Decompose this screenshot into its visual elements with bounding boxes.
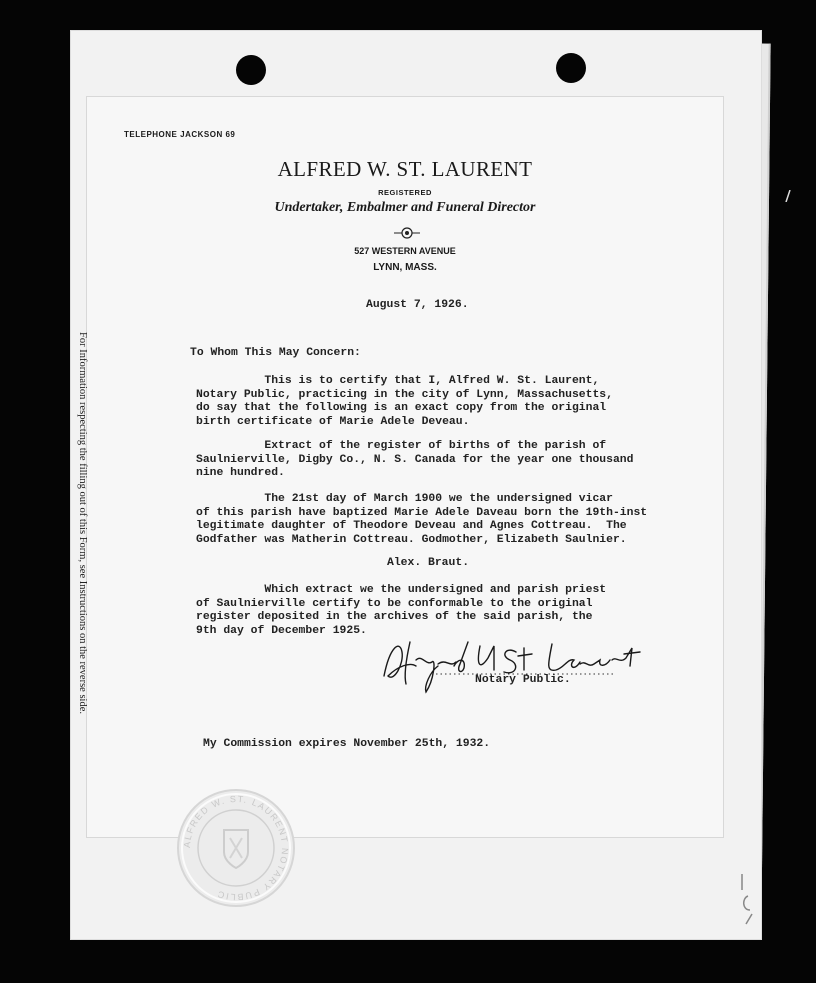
punch-hole-left [236,55,266,85]
commission-expiry: My Commission expires November 25th, 1932. [203,738,491,750]
ornament-icon [394,227,420,239]
margin-note-text: For Information respecting the filling out of this Form, see Instructions on the reverse side. [77,332,88,715]
signature-label: Alfred W. St. Laurent [376,636,389,637]
vicar-name: Alex. Braut. [387,557,470,569]
letterhead-city: LYNN, MASS. [373,262,437,273]
punch-hole-right [556,53,586,83]
paragraph-baptism: The 21st day of March 1900 we the undersigned vicar of this parish have baptized Marie Adele Daveau born the 19th-inst legitimate daughter of Theodore Deveau and Agnes Cottreau. The Godfather was Matherin Cottreau. Godmother, Elizabeth Saulnier. [196,493,648,546]
edge-tick [784,190,792,202]
signature-title: Notary Public. [475,674,571,686]
letterhead-name: ALFRED W. ST. LAURENT [277,157,533,181]
letter-date: August 7, 1926. [366,299,469,311]
paragraph-conformity: Which extract we the undersigned and parish priest of Saulnierville certify to be conformable to the original register deposited in the archives of the said parish, the 9th day of December 1925. [196,584,607,637]
paragraph-extract: Extract of the register of births of the parish of Saulnierville, Digby Co., N. S. Canada for the year one thousand nine hundred. [196,440,634,479]
salutation: To Whom This May Concern: [190,347,361,359]
paragraph-certification: This is to certify that I, Alfred W. St. Laurent, Notary Public, practicing in the city of Lynn, Massachusetts, do say that the following is an exact copy from the original birth certificate of Marie Adele Deveau. [196,375,613,428]
letterhead-telephone: TELEPHONE JACKSON 69 [124,130,236,139]
letterhead-profession: Undertaker, Embalmer and Funeral Director [274,200,536,215]
letterhead-registered: REGISTERED [378,188,432,197]
letterhead-street: 527 WESTERN AVENUE [354,246,456,256]
handwritten-edge-mark [734,866,764,926]
margin-note [68,332,98,732]
seal-text: ALFRED W. ST. LAURENT NOTARY PUBLIC [181,793,291,903]
notary-seal [174,786,298,910]
